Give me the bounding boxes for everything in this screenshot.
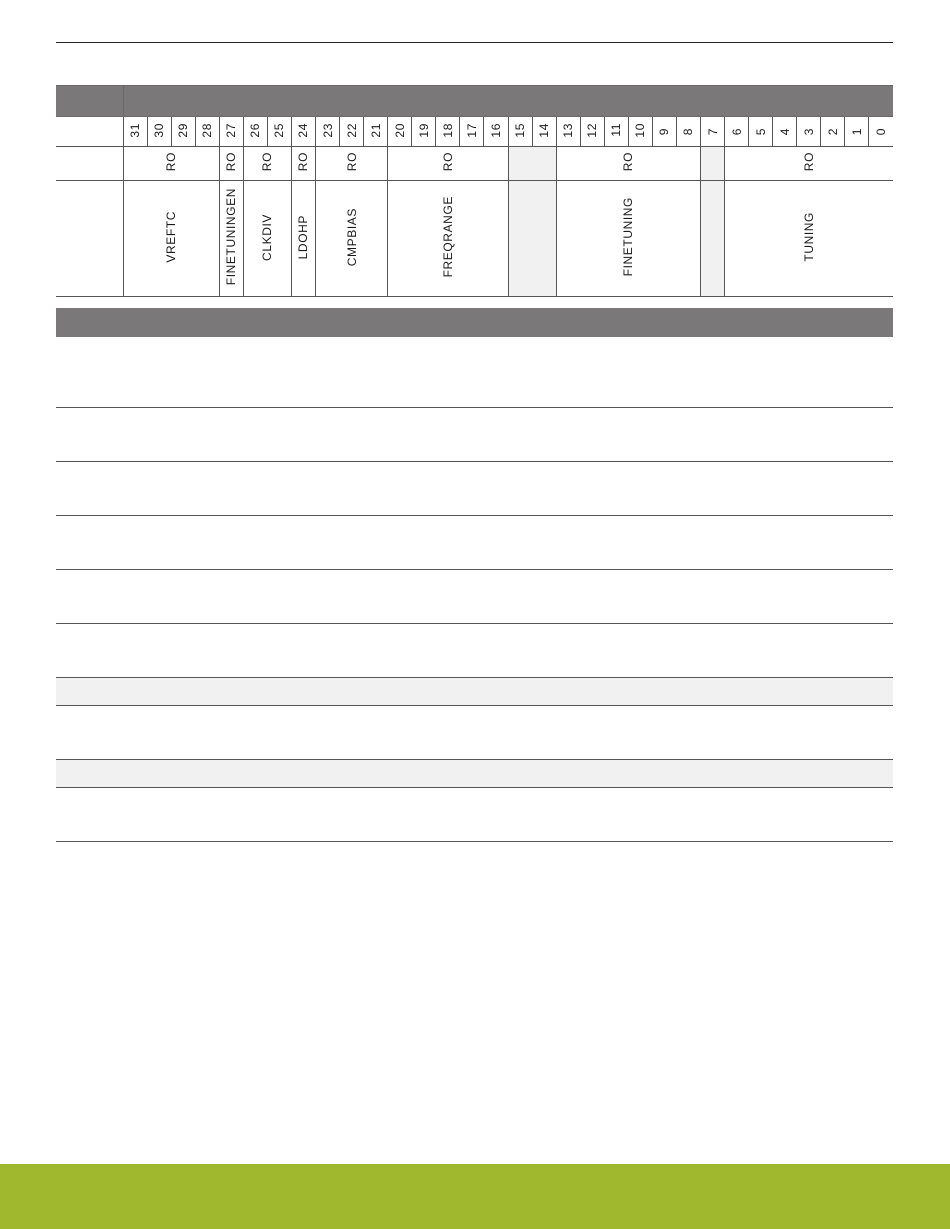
- field-access-cell: [243, 147, 291, 181]
- description-row: [56, 570, 893, 624]
- bit-number: 11: [609, 123, 624, 137]
- bit-number-cell: [460, 117, 484, 147]
- bit-number-cell: [219, 117, 243, 147]
- bit-number: 31: [128, 122, 143, 138]
- bit-number-cell: [701, 117, 725, 147]
- header-label-cell: [56, 86, 123, 117]
- description-row: [56, 624, 893, 678]
- reserved-row: [56, 760, 893, 788]
- bit-label-cell: [56, 117, 123, 147]
- bit-number-cell: [316, 117, 340, 147]
- field-access: RO: [802, 152, 817, 172]
- bit-number-cell: [532, 117, 556, 147]
- field-access-cell: [219, 147, 243, 181]
- description-row: [56, 706, 893, 760]
- bit-number: 5: [753, 128, 768, 136]
- bit-number-row: [56, 117, 893, 147]
- description-row: [56, 788, 893, 842]
- field-access: RO: [224, 152, 239, 172]
- field-name-cell: [316, 181, 388, 297]
- bit-number-cell: [604, 117, 628, 147]
- bit-number-cell: [725, 117, 749, 147]
- description-header: [56, 308, 893, 337]
- field-name-cell: [556, 181, 700, 297]
- bit-number-cell: [195, 117, 219, 147]
- bit-number: 1: [849, 128, 864, 136]
- field-access-cell: [556, 147, 700, 181]
- bit-number: 25: [272, 122, 287, 138]
- field-description-table: [56, 308, 893, 842]
- header-title-cell: [123, 86, 893, 117]
- register-header-row: [56, 86, 893, 117]
- field-access: RO: [440, 152, 455, 172]
- bit-number-cell: [484, 117, 508, 147]
- field-name: CLKDIV: [260, 213, 275, 261]
- bit-number-cell: [556, 117, 580, 147]
- field-name-cell: [123, 181, 219, 297]
- field-name: FINETUNING: [621, 197, 636, 277]
- bit-number: 14: [537, 122, 552, 138]
- bit-number-cell: [652, 117, 676, 147]
- bit-number: 13: [561, 122, 576, 138]
- description-row: [56, 462, 893, 516]
- field-name-cell: [388, 181, 508, 297]
- top-rule: [56, 42, 893, 43]
- field-access: RO: [260, 152, 275, 172]
- bit-number: 2: [825, 128, 840, 136]
- field-name: FREQRANGE: [440, 196, 455, 278]
- bit-number: 29: [176, 122, 191, 138]
- footer-bar: [0, 1164, 950, 1229]
- bit-number: 28: [200, 122, 215, 138]
- bit-number: 4: [777, 128, 792, 136]
- bit-number-cell: [869, 117, 893, 147]
- bit-number-cell: [821, 117, 845, 147]
- field-access: RO: [344, 152, 359, 172]
- name-label-cell: [56, 181, 123, 297]
- bit-number-cell: [364, 117, 388, 147]
- description-row: [56, 408, 893, 462]
- field-name-cell: [508, 181, 556, 297]
- bit-number-cell: [291, 117, 315, 147]
- bit-number-cell: [436, 117, 460, 147]
- field-access-cell: [291, 147, 315, 181]
- field-name-row: [56, 181, 893, 297]
- field-name: TUNING: [802, 212, 817, 262]
- bit-number: 24: [296, 122, 311, 138]
- bit-number: 16: [488, 122, 503, 138]
- bit-number-cell: [797, 117, 821, 147]
- bit-number-cell: [628, 117, 652, 147]
- bit-number-cell: [773, 117, 797, 147]
- bit-number: 10: [633, 122, 648, 138]
- bit-number: 7: [705, 128, 720, 136]
- bit-number: 22: [344, 122, 359, 138]
- bit-number: 17: [464, 122, 479, 138]
- access-row: [56, 147, 893, 181]
- field-access: RO: [621, 152, 636, 172]
- bit-number-cell: [267, 117, 291, 147]
- bit-number-cell: [749, 117, 773, 147]
- field-name-cell: [243, 181, 291, 297]
- bit-number: 27: [224, 122, 239, 138]
- field-name-cell: [701, 181, 725, 297]
- description-row: [56, 516, 893, 570]
- field-name-cell: [725, 181, 893, 297]
- bit-number: 8: [681, 128, 696, 136]
- access-label-cell: [56, 147, 123, 181]
- bit-number: 6: [729, 128, 744, 136]
- field-access-cell: [316, 147, 388, 181]
- field-name: VREFTC: [164, 211, 179, 263]
- field-access-cell: [725, 147, 893, 181]
- bit-number-cell: [147, 117, 171, 147]
- field-name: LDOHP: [296, 214, 311, 260]
- bit-number: 19: [416, 122, 431, 138]
- field-access-cell: [123, 147, 219, 181]
- field-name: FINETUNINGEN: [224, 188, 239, 286]
- field-access-cell: [701, 147, 725, 181]
- bit-number-cell: [508, 117, 532, 147]
- register-bit-table: [56, 85, 893, 297]
- field-access: RO: [296, 152, 311, 172]
- bit-number-cell: [388, 117, 412, 147]
- bit-number-cell: [171, 117, 195, 147]
- description-row: [56, 337, 893, 408]
- bit-number-cell: [340, 117, 364, 147]
- bit-number: 21: [368, 122, 383, 138]
- bit-number-cell: [676, 117, 700, 147]
- bit-number: 12: [585, 122, 600, 138]
- field-access-cell: [508, 147, 556, 181]
- field-name: CMPBIAS: [344, 207, 359, 267]
- bit-number: 26: [248, 122, 263, 138]
- bit-number-cell: [123, 117, 147, 147]
- field-name-cell: [219, 181, 243, 297]
- field-access: RO: [164, 152, 179, 172]
- bit-number: 3: [801, 128, 816, 136]
- bit-number-cell: [412, 117, 436, 147]
- bit-number-cell: [845, 117, 869, 147]
- bit-number: 0: [874, 128, 889, 136]
- bit-number: 30: [152, 122, 167, 138]
- bit-number: 18: [440, 122, 455, 138]
- field-access-cell: [388, 147, 508, 181]
- bit-number-cell: [243, 117, 267, 147]
- bit-number: 23: [320, 122, 335, 138]
- bit-number: 20: [392, 122, 407, 138]
- field-name-cell: [291, 181, 315, 297]
- bit-number: 15: [513, 122, 528, 138]
- bit-number-cell: [580, 117, 604, 147]
- bit-number: 9: [657, 128, 672, 136]
- reserved-row: [56, 678, 893, 706]
